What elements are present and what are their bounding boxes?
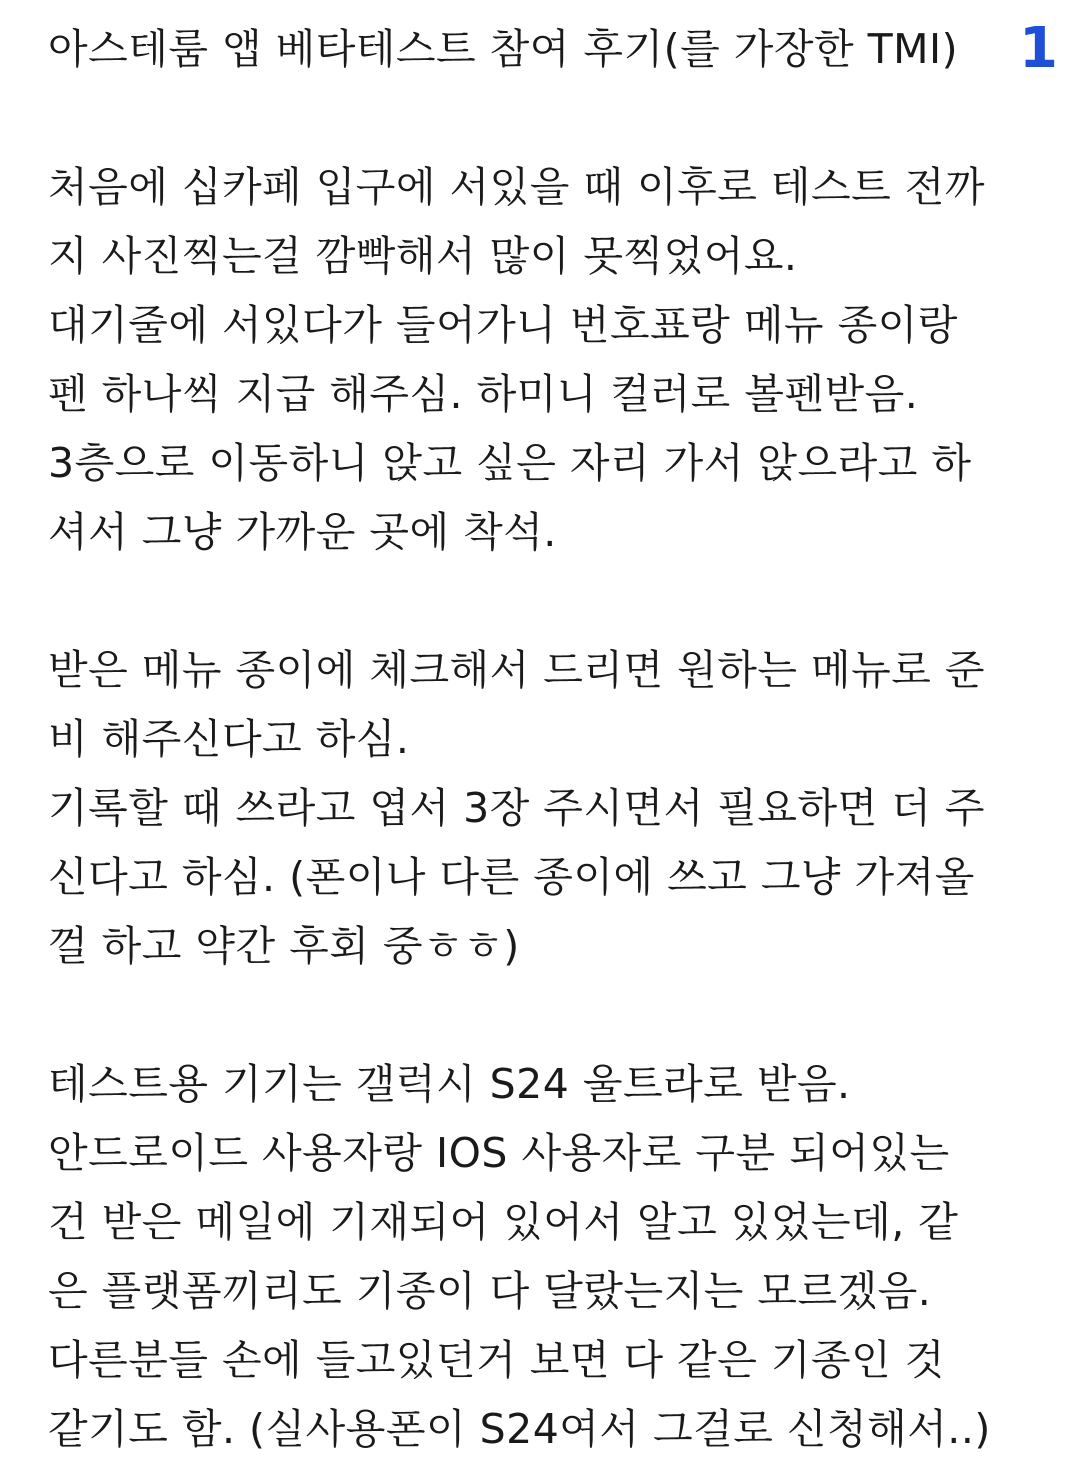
text-line: 셔서 그냥 가까운 곳에 착석. [48,508,557,556]
text-line: 3층으로 이동하니 앉고 싶은 자리 가서 앉으라고 하 [48,439,972,487]
post-title: 아스테룸 앱 베타테스트 참여 후기(를 가장한 TMI) [48,25,959,73]
text-line: 건 받은 메일에 기재되어 있어서 알고 있었는데, 같 [48,1198,959,1246]
text-line: 펜 하나씩 지급 해주심. 하미니 컬러로 볼펜받음. [48,370,919,418]
text-line: 기록할 때 쓰라고 엽서 3장 주시면서 필요하면 더 주 [48,784,985,832]
text-line: 비 해주신다고 하심. [48,715,410,763]
text-line: 다른분들 손에 들고있던거 보면 다 같은 기종인 것 [48,1336,945,1384]
text-line: 껄 하고 약간 후회 중ㅎㅎ) [48,922,520,970]
text-line: 안드로이드 사용자랑 IOS 사용자로 구분 되어있는 [48,1129,950,1177]
post-body [48,153,1028,1464]
page-number-badge: 1 [1019,16,1058,81]
paragraph [48,153,1028,567]
text-line: 처음에 십카페 입구에 서있을 때 이후로 테스트 전까 [48,163,985,211]
text-line: 신다고 하심. (폰이나 다른 종이에 쓰고 그냥 가져올 [48,853,975,901]
paragraph [48,1050,1028,1464]
paragraph [48,636,1028,981]
text-line: 받은 메뉴 종이에 체크해서 드리면 원하는 메뉴로 준 [48,646,985,694]
text-line: 은 플랫폼끼리도 기종이 다 달랐는지는 모르겠음. [48,1267,932,1315]
text-line: 대기줄에 서있다가 들어가니 번호표랑 메뉴 종이랑 [48,301,958,349]
text-line: 지 사진찍는걸 깜빡해서 많이 못찍었어요. [48,232,798,280]
title-row [48,14,1058,84]
text-line: 테스트용 기기는 갤럭시 S24 울트라로 받음. [48,1060,851,1108]
title-spacer [48,84,1028,153]
text-line: 같기도 함. (실사용폰이 S24여서 그걸로 신청해서..) [48,1405,991,1453]
